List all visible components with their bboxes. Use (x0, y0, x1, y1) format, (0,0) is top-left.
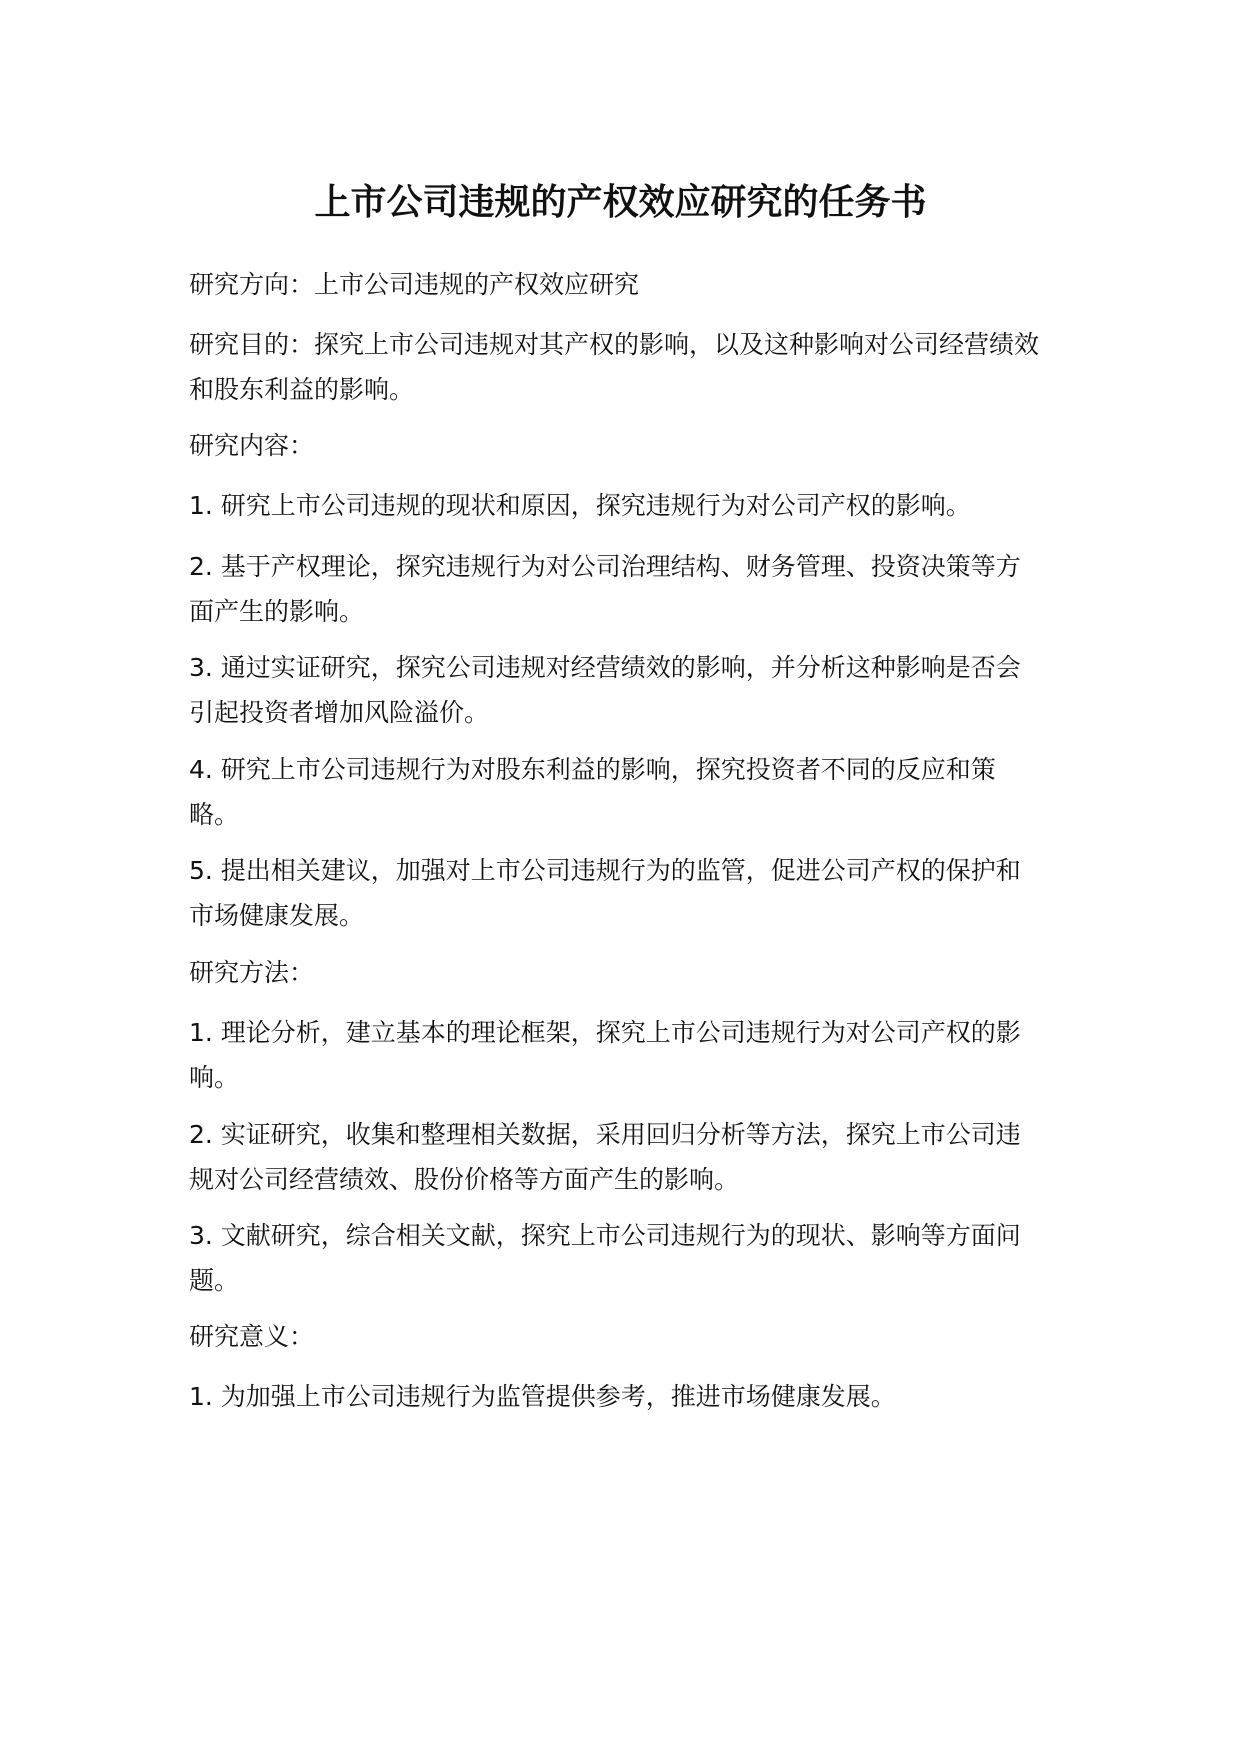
list-item-content-1: 1. 研究上市公司违规的现状和原因，探究违规行为对公司产权的影响。 (189, 491, 971, 520)
list-item-significance-1: 1. 为加强上市公司违规行为监管提供参考，推进市场健康发展。 (189, 1382, 896, 1411)
heading-research-methods: 研究方法： (189, 958, 315, 987)
list-item-content-4: 4. 研究上市公司违规行为对股东利益的影响，探究投资者不同的反应和策略。 (189, 755, 996, 829)
document-title: 上市公司违规的产权效应研究的任务书 (314, 182, 927, 223)
list-item-content-3: 3. 通过实证研究，探究公司违规对经营绩效的影响，并分析这种影响是否会引起投资者增加风险溢价。 (189, 653, 1021, 727)
list-item-method-2: 2. 实证研究，收集和整理相关数据，采用回归分析等方法，探究上市公司违规对公司经营绩效、股份价格等方面产生的影响。 (189, 1120, 1021, 1194)
list-item-content-5: 5. 提出相关建议，加强对上市公司违规行为的监管，促进公司产权的保护和市场健康发展。 (189, 856, 1021, 930)
list-item-method-3: 3. 文献研究，综合相关文献，探究上市公司违规行为的现状、影响等方面问题。 (189, 1221, 1021, 1295)
heading-research-content: 研究内容： (189, 431, 315, 460)
paragraph-research-purpose: 研究目的：探究上市公司违规对其产权的影响，以及这种影响对公司经营绩效和股东利益的影响。 (189, 330, 1040, 404)
list-item-content-2: 2. 基于产权理论，探究违规行为对公司治理结构、财务管理、投资决策等方面产生的影响。 (189, 552, 1021, 626)
paragraph-research-direction: 研究方向：上市公司违规的产权效应研究 (189, 270, 640, 299)
list-item-method-1: 1. 理论分析，建立基本的理论框架，探究上市公司违规行为对公司产权的影响。 (189, 1018, 1021, 1092)
heading-research-significance: 研究意义： (189, 1322, 315, 1351)
